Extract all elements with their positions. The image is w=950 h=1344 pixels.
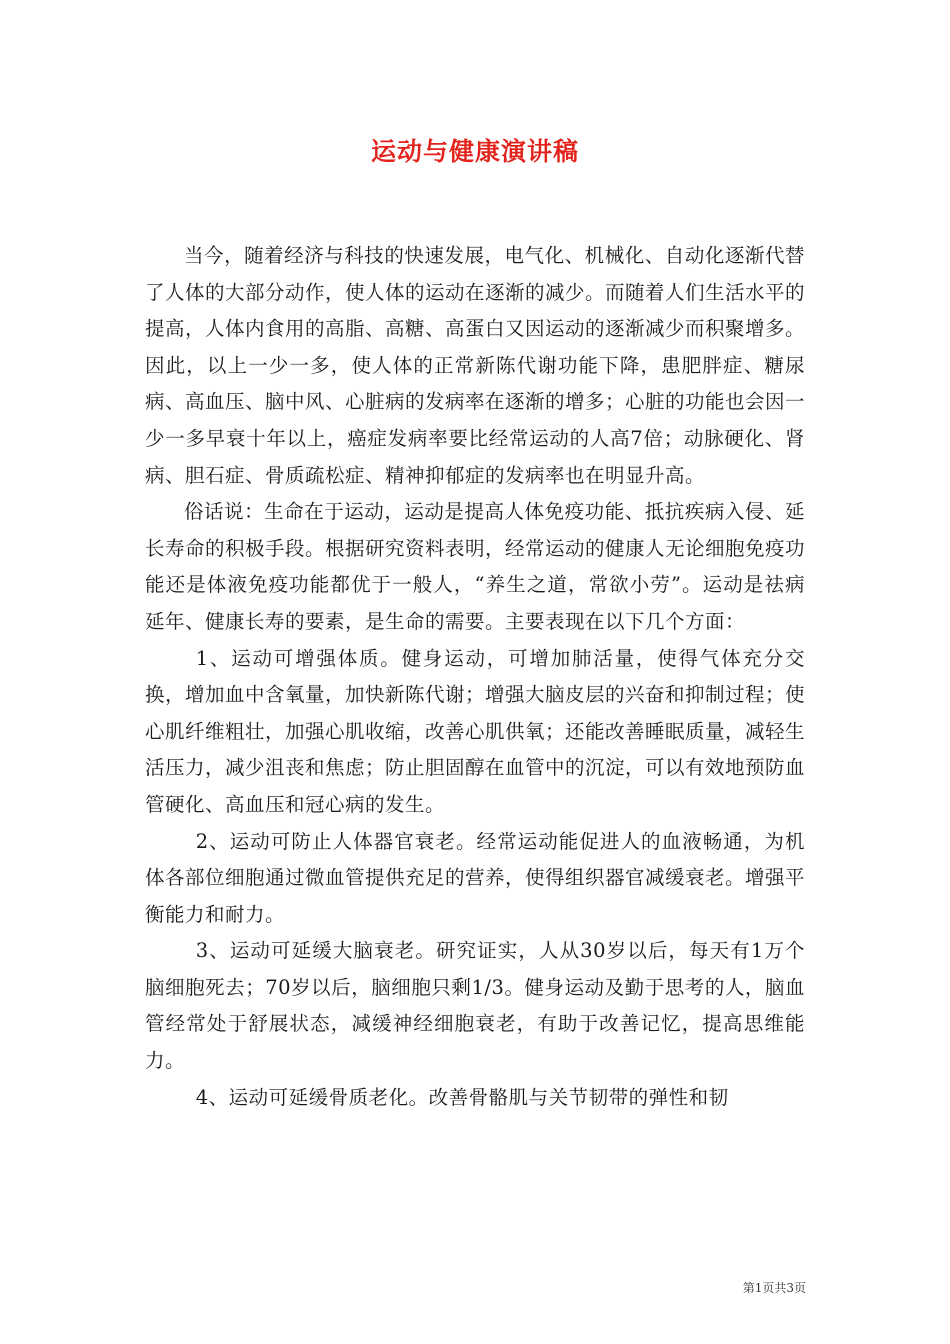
paragraph-point-3: 3、运动可延缓大脑衰老。研究证实，人从30岁以后，每天有1万个脑细胞死去；70岁以后，脑细胞只剩1/3。健身运动及勤于思考的人，脑血管经常处于舒展状态，减缓神经细胞衰老，有助于改善记忆，提高思维能力。 xyxy=(145,939,805,1073)
paragraph-point-2: 2、运动可防止人体器官衰老。经常运动能促进人的血液畅通，为机体各部位细胞通过微血管提供充足的营养，使得组织器官减缓衰老。增强平衡能力和耐力。 xyxy=(145,829,806,926)
document-body xyxy=(145,238,805,1116)
document-title: 运动与健康演讲稿 xyxy=(370,137,579,166)
page-number: 第1页共3页 xyxy=(742,1281,806,1295)
paragraph-point-4: 4、运动可延缓骨质老化。改善骨骼肌与关节韧带的弹性和韧 xyxy=(195,1085,729,1109)
paragraph-intro: 当今，随着经济与科技的快速发展，电气化、机械化、自动化逐渐代替了人体的大部分动作，使人体的运动在逐渐的减少。而随着人们生活水平的提高，人体内食用的高脂、高糖、高蛋白又因运动的逐渐减少而积聚增多。因此，以上一少一多，使人体的正常新陈代谢功能下降，患肥胖症、糖尿病、高血压、脑中风、心脏病的发病率在逐渐的增多；心脏的功能也会因一少一多早衰十年以上，癌症发病率要比经常运动的人高7倍；动脉硬化、肾病、胆石症、骨质疏松症、精神抑郁症的发病率也在明显升高。 xyxy=(145,244,806,487)
paragraph-saying: 俗话说：生命在于运动，运动是提高人体免疫功能、抵抗疾病入侵、延长寿命的积极手段。根据研究资料表明，经常运动的健康人无论细胞免疫功能还是体液免疫功能都优于一般人，“养生之道，常欲小劳”。运动是祛病延年、健康长寿的要素，是生命的需要。主要表现在以下几个方面： xyxy=(145,500,806,633)
paragraph-point-1: 1、运动可增强体质。健身运动，可增加肺活量，使得气体充分交换，增加血中含氧量，加快新陈代谢；增强大脑皮层的兴奋和抑制过程；使心肌纤维粗壮，加强心肌收缩，改善心肌供氧；还能改善睡眠质量，减轻生活压力，减少沮丧和焦虑；防止胆固醇在血管中的沉淀，可以有效地预防血管硬化、高血压和冠心病的发生。 xyxy=(145,646,806,816)
